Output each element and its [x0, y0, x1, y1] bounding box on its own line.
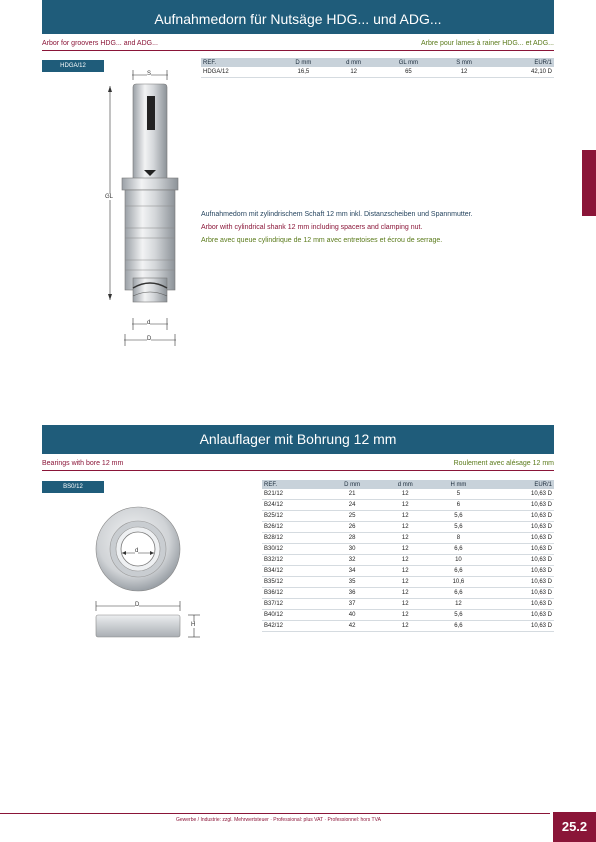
- arbor-logo-mark: [147, 96, 155, 130]
- section2-subtitle-fr: Roulement avec alésage 12 mm: [453, 460, 554, 467]
- section1-description: [201, 208, 473, 247]
- cell: B25/12: [262, 511, 325, 522]
- cell: 6: [431, 500, 486, 511]
- cell: B36/12: [262, 588, 325, 599]
- section1-subtitle-row: [42, 38, 554, 51]
- cell: 12: [379, 511, 431, 522]
- footer-vat-note: Gewerbe / Industrie: zzgl. Mehrwertsteuer · Professional: plus VAT · Professionnel: hors TVA: [176, 817, 381, 823]
- table-row: [262, 610, 554, 621]
- cell: 6,6: [431, 621, 486, 632]
- bearing-dim-d-big: D: [135, 602, 140, 608]
- section1-subtitle-fr: Arbre pour lames à rainer HDG... et ADG...: [420, 40, 554, 47]
- arbor-body: [125, 190, 175, 290]
- col-price: EUR/1: [489, 58, 554, 67]
- dim-label-d-small: d: [147, 320, 151, 326]
- cell: HDGA/12: [201, 67, 278, 78]
- cell: 6,6: [431, 544, 486, 555]
- cell: 10,63 D: [486, 566, 554, 577]
- cell: 5,6: [431, 610, 486, 621]
- section1-subtitle-en: Arbor for groovers HDG... and ADG...: [42, 40, 158, 47]
- cell: B42/12: [262, 621, 325, 632]
- table-row: [262, 533, 554, 544]
- cell: B37/12: [262, 599, 325, 610]
- cell: 6,6: [431, 566, 486, 577]
- col-D: D mm: [278, 58, 330, 67]
- cell: B34/12: [262, 566, 325, 577]
- col-ref: REF.: [201, 58, 278, 67]
- cell: 6,6: [431, 588, 486, 599]
- cell: 26: [325, 522, 380, 533]
- dim-label-s: S: [147, 71, 152, 77]
- table-row: [201, 67, 554, 78]
- cell: B26/12: [262, 522, 325, 533]
- page-number: 25.2: [553, 812, 596, 842]
- cell: 30: [325, 544, 380, 555]
- table-row: [262, 588, 554, 599]
- cell: 10: [431, 555, 486, 566]
- arbor-drawing: [100, 66, 190, 350]
- bearing-side-view: [96, 615, 180, 637]
- cell: 12: [379, 533, 431, 544]
- cell: 12: [439, 67, 490, 78]
- table-row: [262, 489, 554, 500]
- cell: 12: [379, 621, 431, 632]
- cell: B32/12: [262, 555, 325, 566]
- table-row: [262, 599, 554, 610]
- description-fr: Arbre avec queue cylindrique de 12 mm avec entretoises et écrou de serrage.: [201, 237, 443, 244]
- cell: B30/12: [262, 544, 325, 555]
- cell: B21/12: [262, 489, 325, 500]
- cell: 25: [325, 511, 380, 522]
- cell: 10,63 D: [486, 599, 554, 610]
- cell: 28: [325, 533, 380, 544]
- cell: 24: [325, 500, 380, 511]
- section1-spec-table: [201, 58, 554, 78]
- cell: 36: [325, 588, 380, 599]
- cell: 37: [325, 599, 380, 610]
- cell: 40: [325, 610, 380, 621]
- cell: 12: [379, 610, 431, 621]
- cell: 10,63 D: [486, 621, 554, 632]
- dim-label-gl: GL: [105, 194, 114, 200]
- cell: 12: [379, 500, 431, 511]
- bearing-dim-h: H: [191, 622, 196, 628]
- section2-subtitle-en: Bearings with bore 12 mm: [42, 460, 124, 467]
- cell: 10,63 D: [486, 555, 554, 566]
- col-GL: GL mm: [378, 58, 439, 67]
- cell: 12: [379, 555, 431, 566]
- table-row: [262, 511, 554, 522]
- col-d: d mm: [329, 58, 378, 67]
- cell: 5,6: [431, 522, 486, 533]
- col-ref: REF.: [262, 480, 325, 489]
- col-S: S mm: [439, 58, 490, 67]
- table-row: [262, 522, 554, 533]
- cell: B40/12: [262, 610, 325, 621]
- col-d: d mm: [379, 480, 431, 489]
- cell: 32: [325, 555, 380, 566]
- cell: 35: [325, 577, 380, 588]
- section2-ref-badge: BS0/12: [42, 481, 104, 493]
- cell: 5: [431, 489, 486, 500]
- cell: 12: [379, 522, 431, 533]
- cell: 34: [325, 566, 380, 577]
- section1-title: Aufnahmedorn für Nutsäge HDG... und ADG...: [154, 11, 442, 27]
- cell: 10,63 D: [486, 500, 554, 511]
- col-price: EUR/1: [486, 480, 554, 489]
- cell: 10,63 D: [486, 511, 554, 522]
- table-row: [262, 555, 554, 566]
- cell: 65: [378, 67, 439, 78]
- cell: 12: [379, 577, 431, 588]
- table-row: [262, 566, 554, 577]
- arbor-nut: [133, 278, 167, 302]
- cell: 12: [431, 599, 486, 610]
- section1-ref-badge: HDGA/12: [42, 60, 104, 72]
- bearing-drawing: [88, 505, 208, 645]
- cell: 12: [379, 566, 431, 577]
- table-header-row: [201, 58, 554, 67]
- cell: 10,63 D: [486, 577, 554, 588]
- section2-title-banner: [42, 425, 554, 454]
- table-row: [262, 577, 554, 588]
- cell: 12: [379, 599, 431, 610]
- section2-subtitle-row: [42, 458, 554, 471]
- cell: B35/12: [262, 577, 325, 588]
- cell: 10,63 D: [486, 588, 554, 599]
- section2-spec-table: [262, 480, 554, 632]
- section2-title: Anlauflager mit Bohrung 12 mm: [199, 431, 397, 447]
- section1-title-banner: [42, 0, 554, 34]
- cell: 10,63 D: [486, 533, 554, 544]
- cell: 10,63 D: [486, 522, 554, 533]
- footer-divider: [0, 813, 550, 814]
- description-en: Arbor with cylindrical shank 12 mm including spacers and clamping nut.: [201, 224, 423, 231]
- cell: 42,10 D: [489, 67, 554, 78]
- table-row: [262, 500, 554, 511]
- description-de: Aufnahmedorn mit zylindrischem Schaft 12 mm inkl. Distanzscheiben und Spannmutter.: [201, 211, 473, 218]
- table-row: [262, 621, 554, 632]
- cell: 10,63 D: [486, 610, 554, 621]
- cell: 10,63 D: [486, 544, 554, 555]
- cell: 12: [379, 544, 431, 555]
- cell: 12: [329, 67, 378, 78]
- cell: 42: [325, 621, 380, 632]
- cell: 10,6: [431, 577, 486, 588]
- cell: B28/12: [262, 533, 325, 544]
- dim-label-d-big: D: [147, 336, 152, 342]
- cell: 12: [379, 588, 431, 599]
- cell: 5,6: [431, 511, 486, 522]
- cell: 10,63 D: [486, 489, 554, 500]
- cell: 21: [325, 489, 380, 500]
- chapter-side-tab: [582, 150, 596, 216]
- cell: B24/12: [262, 500, 325, 511]
- cell: 16,5: [278, 67, 330, 78]
- table-row: [262, 544, 554, 555]
- bearing-dim-d-small: d: [135, 548, 139, 554]
- table-header-row: [262, 480, 554, 489]
- cell: 12: [379, 489, 431, 500]
- cell: 8: [431, 533, 486, 544]
- col-D: D mm: [325, 480, 380, 489]
- col-H: H mm: [431, 480, 486, 489]
